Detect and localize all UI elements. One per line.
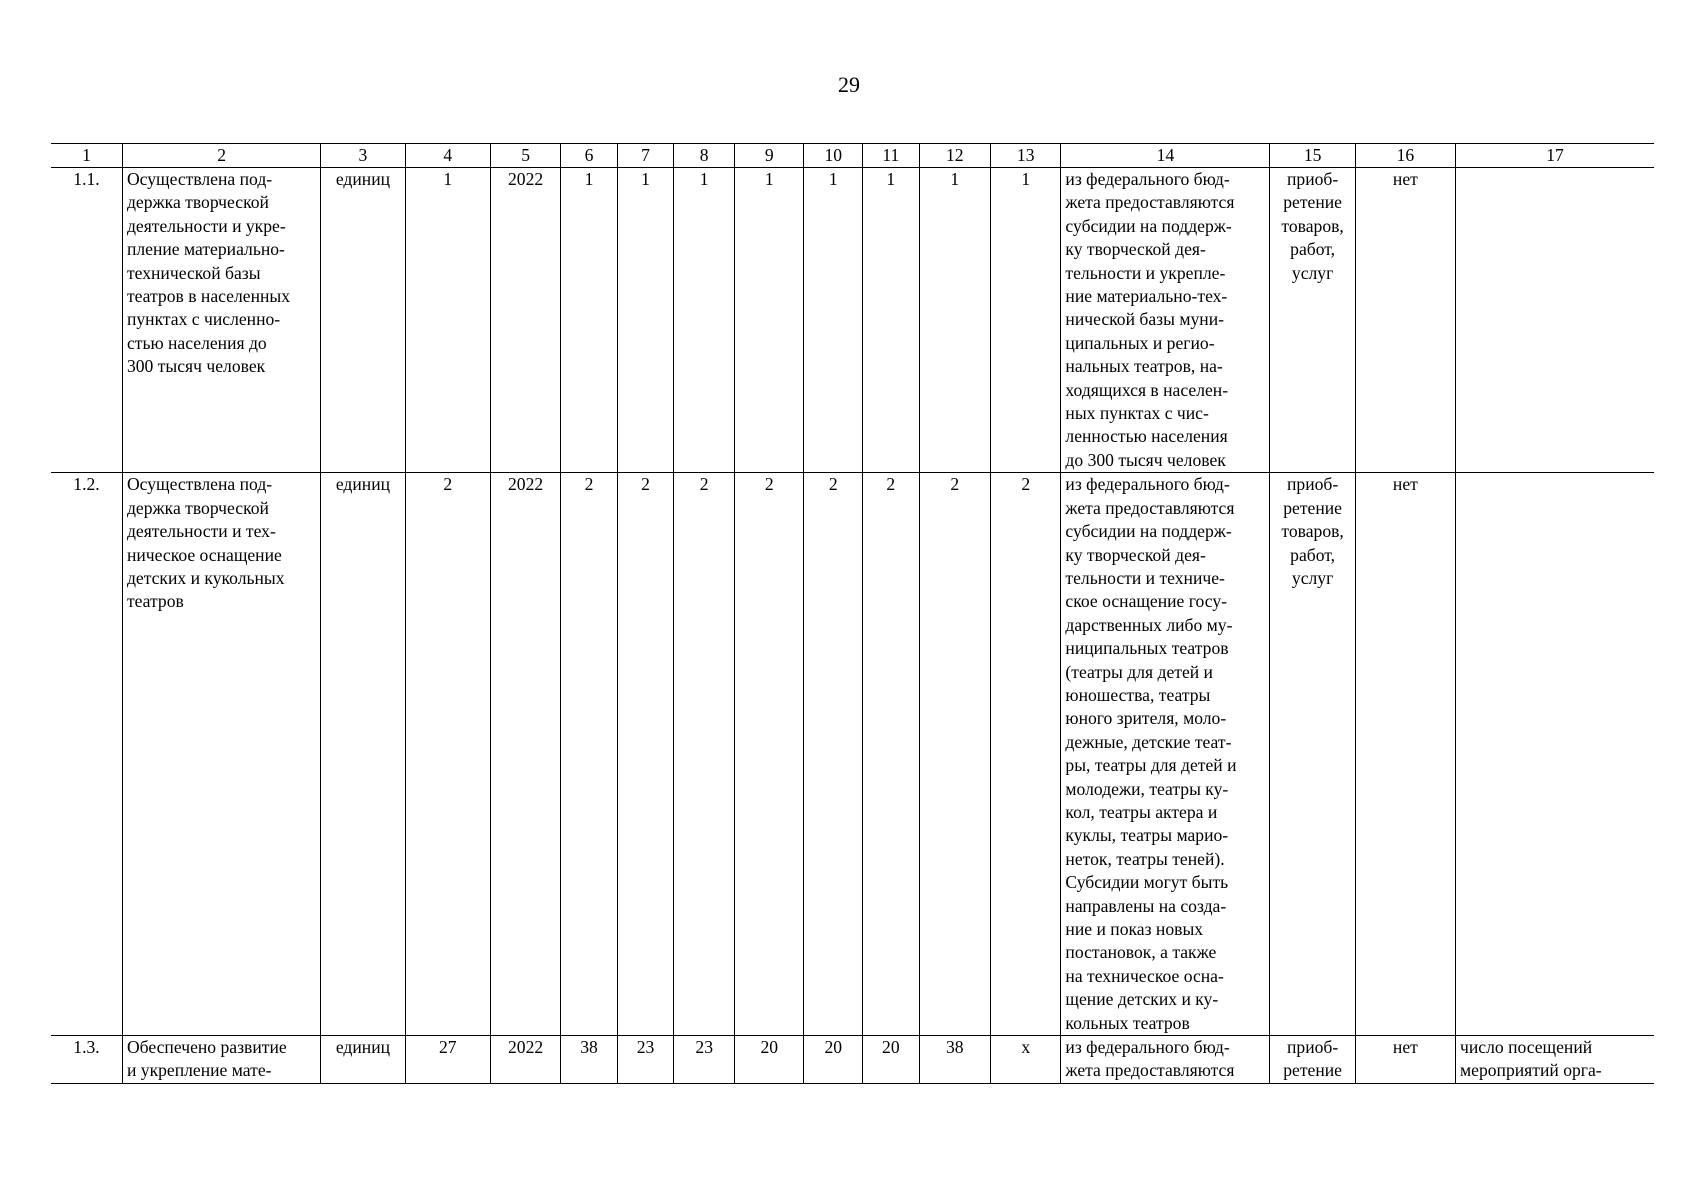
- value-cell: 2: [561, 473, 618, 1036]
- page-number: 29: [838, 72, 860, 97]
- value-cell: 1: [804, 168, 863, 473]
- table-header-row: [51, 144, 1654, 168]
- value-cell: 23: [674, 1036, 735, 1084]
- base-value-cell: 1: [405, 168, 490, 473]
- value-cell: х: [991, 1036, 1061, 1084]
- value-cell: 20: [735, 1036, 804, 1084]
- description-cell: из федерального бюд- жета предоставляются субсидии на поддерж- ку творческой дея- тельности и укрепле- ние материально-тех- нической базы муни- ципальных и регио- нальных театров, на- ходящихся в населен- ных пунктах с чис- ленностью населения до 300 тысяч человек: [1061, 168, 1270, 473]
- value-cell: 2: [991, 473, 1061, 1036]
- base-value-cell: 27: [405, 1036, 490, 1084]
- result-name: Обеспечено развитие и укрепление мате-: [122, 1036, 320, 1084]
- result-name: Осуществлена под- держка творческой деятельности и укре- пление материально- технической базы театров в населенных пунктах с численно- стью населения до 300 тысяч человек: [122, 168, 320, 473]
- value-cell: 2: [919, 473, 990, 1036]
- value-cell: 2: [735, 473, 804, 1036]
- column-header: 12: [919, 144, 990, 168]
- table-row: [51, 168, 1654, 473]
- base-year-cell: 2022: [490, 1036, 560, 1084]
- value-cell: 1: [561, 168, 618, 473]
- value-cell: 2: [863, 473, 920, 1036]
- column-header: 13: [991, 144, 1061, 168]
- column-header: 2: [122, 144, 320, 168]
- column-header: 16: [1355, 144, 1455, 168]
- row-number: 1.3.: [51, 1036, 122, 1084]
- column-header: 3: [321, 144, 405, 168]
- value-cell: 1: [617, 168, 674, 473]
- column-header: 11: [863, 144, 920, 168]
- column-header: 6: [561, 144, 618, 168]
- type-cell: приоб- ретение товаров, работ, услуг: [1270, 168, 1355, 473]
- description-cell: из федерального бюд- жета предоставляются: [1061, 1036, 1270, 1084]
- description-cell: из федерального бюд- жета предоставляются субсидии на поддерж- ку творческой дея- тельности и техниче- ское оснащение госу- дарственных либо му- ниципальных театров (театры для детей и юношества, театры юного зрителя, моло- дежные, детские теат- ры, театры для детей и молодежи, театры ку- кол, театры актера и куклы, театры марио- неток, театры теней). Субсидии могут быть направлены на созда- ние и показ новых постановок, а также на техническое осна- щение детских и ку- кольных театров: [1061, 473, 1270, 1036]
- table-row: [51, 473, 1654, 1036]
- row-number: 1.1.: [51, 168, 122, 473]
- value-cell: 23: [617, 1036, 674, 1084]
- flag-cell: нет: [1355, 168, 1455, 473]
- value-cell: 20: [863, 1036, 920, 1084]
- value-cell: 2: [674, 473, 735, 1036]
- column-header: 9: [735, 144, 804, 168]
- column-header: 10: [804, 144, 863, 168]
- value-cell: 1: [863, 168, 920, 473]
- flag-cell: нет: [1355, 1036, 1455, 1084]
- base-year-cell: 2022: [490, 473, 560, 1036]
- column-header: 7: [617, 144, 674, 168]
- column-header: 5: [490, 144, 560, 168]
- value-cell: 20: [804, 1036, 863, 1084]
- row-number: 1.2.: [51, 473, 122, 1036]
- result-name: Осуществлена под- держка творческой деятельности и тех- ническое оснащение детских и кукольных театров: [122, 473, 320, 1036]
- table-row: [51, 1036, 1654, 1084]
- column-header: 1: [51, 144, 122, 168]
- type-cell: приоб- ретение товаров, работ, услуг: [1270, 473, 1355, 1036]
- column-header: 15: [1270, 144, 1355, 168]
- value-cell: 38: [561, 1036, 618, 1084]
- unit-cell: единиц: [321, 1036, 405, 1084]
- value-cell: 38: [919, 1036, 990, 1084]
- unit-cell: единиц: [321, 168, 405, 473]
- results-table: [51, 143, 1654, 1084]
- value-cell: 1: [735, 168, 804, 473]
- unit-cell: единиц: [321, 473, 405, 1036]
- value-cell: 1: [991, 168, 1061, 473]
- indicator-cell: число посещений мероприятий орга-: [1456, 1036, 1654, 1084]
- column-header: 4: [405, 144, 490, 168]
- indicator-cell: [1456, 473, 1654, 1036]
- value-cell: 2: [617, 473, 674, 1036]
- base-value-cell: 2: [405, 473, 490, 1036]
- value-cell: 2: [804, 473, 863, 1036]
- indicator-cell: [1456, 168, 1654, 473]
- column-header: 17: [1456, 144, 1654, 168]
- base-year-cell: 2022: [490, 168, 560, 473]
- column-header: 8: [674, 144, 735, 168]
- flag-cell: нет: [1355, 473, 1455, 1036]
- value-cell: 1: [919, 168, 990, 473]
- value-cell: 1: [674, 168, 735, 473]
- type-cell: приоб- ретение: [1270, 1036, 1355, 1084]
- column-header: 14: [1061, 144, 1270, 168]
